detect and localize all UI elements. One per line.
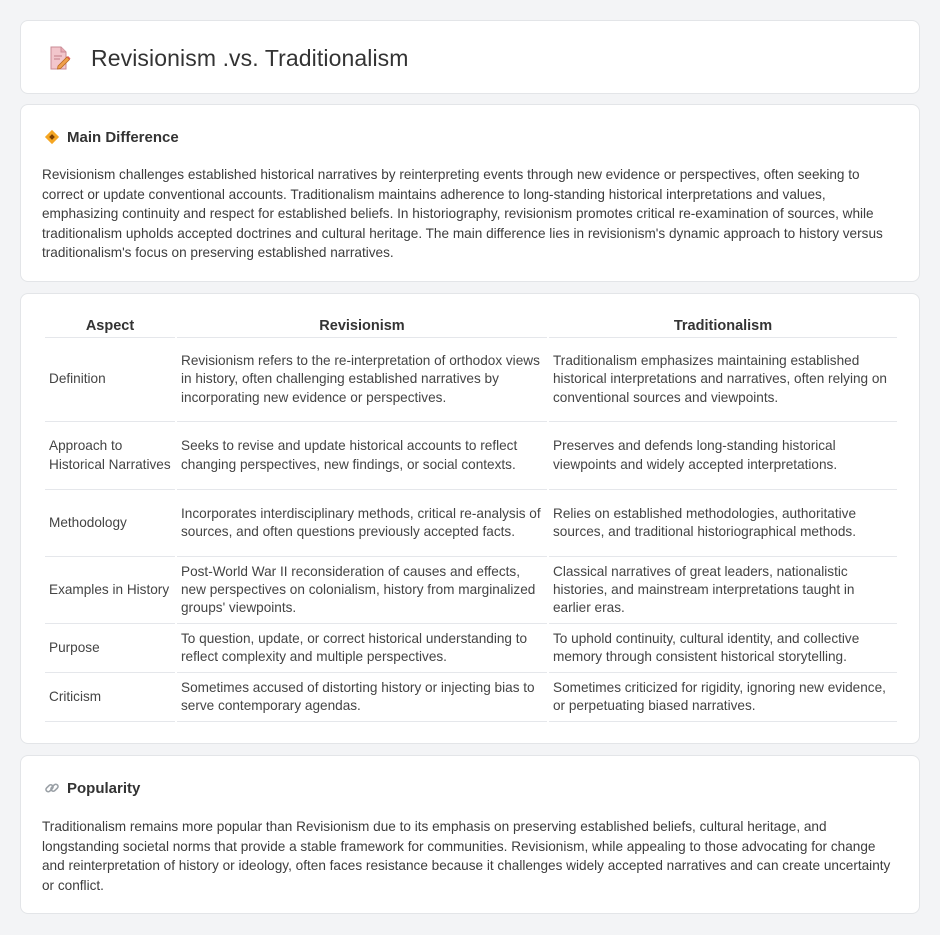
popularity-heading: Popularity xyxy=(67,779,141,797)
table-row xyxy=(45,673,897,722)
main-difference-text: Revisionism challenges established historical narratives by reinterpreting events through new evidence or perspectives, often seeking to correct or update conventional accounts. Traditionalism maintains adherence to long-standing historical interpretations and values, emphasizing continuity and respect for established beliefs. In historiography, revisionism promotes critical re-examination of sources, while traditionalism upholds accepted doctrines and cultural heritage. The main difference lies in revisionism's dynamic approach to history versus traditionalism's focus on preserving established narratives. xyxy=(42,167,883,261)
table-row xyxy=(45,338,897,422)
table-row xyxy=(45,490,897,557)
main-difference-header xyxy=(43,128,179,146)
traditionalism-cell: Classical narratives of great leaders, nationalistic histories, and mainstream interpretations taught in earlier eras. xyxy=(549,557,897,624)
column-header-aspect: Aspect xyxy=(45,316,175,338)
revisionism-cell: Revisionism refers to the re-interpretation of orthodox views in history, often challenging established narratives by incorporating new evidence or perspectives. xyxy=(177,338,547,422)
column-header-revisionism: Revisionism xyxy=(177,316,547,338)
popularity-card xyxy=(20,755,920,914)
revisionism-cell: Seeks to revise and update historical accounts to reflect changing perspectives, new findings, or social contexts. xyxy=(177,422,547,490)
main-difference-heading: Main Difference xyxy=(67,128,179,146)
revisionism-cell: Post-World War II reconsideration of causes and effects, new perspectives on colonialism, history from marginalized groups' viewpoints. xyxy=(177,557,547,624)
comparison-card xyxy=(20,293,920,744)
table-header-row xyxy=(45,316,897,338)
aspect-cell: Criticism xyxy=(45,673,175,722)
aspect-cell: Approach to Historical Narratives xyxy=(45,422,175,490)
aspect-cell: Purpose xyxy=(45,624,175,673)
revisionism-cell: Incorporates interdisciplinary methods, critical re-analysis of sources, and often questions previously accepted facts. xyxy=(177,490,547,557)
revisionism-cell: Sometimes accused of distorting history or injecting bias to serve contemporary agendas. xyxy=(177,673,547,722)
traditionalism-cell: Preserves and defends long-standing historical viewpoints and widely accepted interpretations. xyxy=(549,422,897,490)
aspect-cell: Definition xyxy=(45,338,175,422)
title-card xyxy=(20,20,920,94)
comparison-table xyxy=(43,316,899,722)
traditionalism-cell: To uphold continuity, cultural identity, and collective memory through consistent historical storytelling. xyxy=(549,624,897,673)
column-header-traditionalism: Traditionalism xyxy=(549,316,897,338)
link-icon xyxy=(43,779,61,797)
main-difference-card xyxy=(20,104,920,282)
aspect-cell: Methodology xyxy=(45,490,175,557)
table-row xyxy=(45,422,897,490)
table-row xyxy=(45,624,897,673)
traditionalism-cell: Sometimes criticized for rigidity, ignoring new evidence, or perpetuating biased narratives. xyxy=(549,673,897,722)
aspect-cell: Examples in History xyxy=(45,557,175,624)
table-row xyxy=(45,557,897,624)
traditionalism-cell: Relies on established methodologies, authoritative sources, and traditional historiographical methods. xyxy=(549,490,897,557)
revisionism-cell: To question, update, or correct historical understanding to reflect complexity and multiple perspectives. xyxy=(177,624,547,673)
popularity-text: Traditionalism remains more popular than Revisionism due to its emphasis on preserving established beliefs, cultural heritage, and longstanding societal norms that provide a stable framework for communities. Revisionism, while appealing to those advocating for change and reinterpretation of history or ideology, often faces resistance because it challenges widely accepted narratives and can create uncertainty or conflict. xyxy=(42,819,891,893)
document-pencil-icon xyxy=(45,44,73,72)
page-title: Revisionism .vs. Traditionalism xyxy=(91,44,409,71)
diamond-icon xyxy=(43,128,61,146)
popularity-header xyxy=(43,779,140,797)
traditionalism-cell: Traditionalism emphasizes maintaining established historical interpretations and narratives, often relying on conventional sources and viewpoints. xyxy=(549,338,897,422)
